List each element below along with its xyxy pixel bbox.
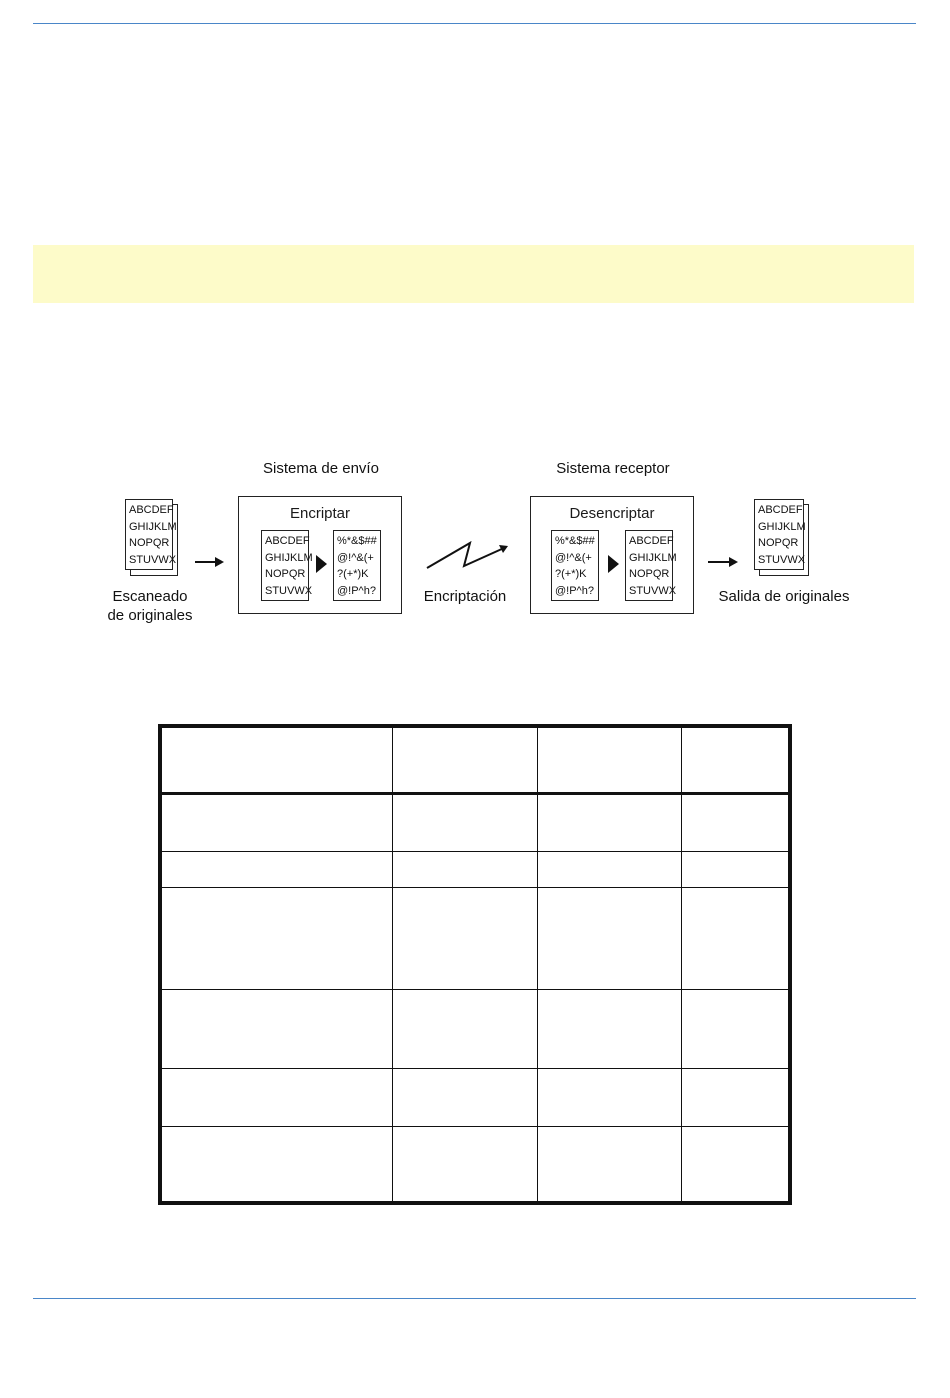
doc-line: NOPQR bbox=[265, 568, 306, 580]
scan-label-line2: de originales bbox=[107, 607, 193, 624]
table-cell bbox=[393, 888, 538, 990]
doc-line: NOPQR bbox=[758, 537, 799, 549]
doc-line: NOPQR bbox=[629, 568, 670, 580]
table-cell bbox=[538, 1127, 682, 1202]
doc-line: @!P^h? bbox=[337, 584, 376, 597]
table-cell bbox=[682, 888, 789, 990]
empty-table bbox=[158, 724, 792, 1205]
transmission-zigzag-icon bbox=[424, 536, 514, 576]
transmission-label: Encriptación bbox=[423, 588, 507, 605]
table-cell bbox=[162, 1069, 393, 1127]
cipher-document bbox=[333, 530, 381, 601]
table-cell bbox=[682, 1069, 789, 1127]
decrypt-box bbox=[530, 496, 694, 614]
table-cell bbox=[538, 888, 682, 990]
plain-document bbox=[625, 530, 677, 601]
table-row bbox=[162, 794, 789, 852]
doc-line: ?(+*)K bbox=[337, 568, 369, 580]
table-cell bbox=[393, 852, 538, 888]
doc-line: ABCDEF bbox=[629, 535, 674, 547]
doc-line: @!P^h? bbox=[555, 584, 594, 597]
doc-line: @!^&(+ bbox=[337, 551, 374, 564]
table-cell bbox=[393, 794, 538, 852]
cipher-document bbox=[551, 530, 599, 601]
table-row bbox=[162, 990, 789, 1069]
doc-line: NOPQR bbox=[129, 537, 170, 549]
scan-label-line1: Escaneado bbox=[112, 588, 188, 605]
table-cell bbox=[682, 1127, 789, 1202]
table-cell bbox=[162, 888, 393, 990]
doc-line: ?(+*)K bbox=[555, 568, 587, 580]
note-box bbox=[33, 245, 914, 303]
table-cell bbox=[538, 852, 682, 888]
output-label: Salida de originales bbox=[718, 588, 850, 605]
doc-line: STUVWX bbox=[758, 553, 806, 566]
plain-document bbox=[261, 530, 313, 601]
table-cell bbox=[538, 728, 682, 794]
doc-line: ABCDEF bbox=[129, 504, 174, 516]
table-cell bbox=[162, 728, 393, 794]
encryption-diagram bbox=[0, 450, 950, 650]
table-cell bbox=[393, 1127, 538, 1202]
doc-line: @!^&(+ bbox=[555, 551, 592, 564]
table-cell bbox=[538, 1069, 682, 1127]
table-row bbox=[162, 1127, 789, 1202]
play-triangle-icon bbox=[608, 555, 619, 573]
encrypt-box bbox=[238, 496, 402, 614]
doc-line: GHIJKLM bbox=[758, 520, 806, 533]
table-cell bbox=[538, 990, 682, 1069]
header-rule bbox=[33, 23, 916, 24]
doc-line: ABCDEF bbox=[758, 504, 803, 516]
table-cell bbox=[393, 728, 538, 794]
footer-rule bbox=[33, 1298, 916, 1299]
receive-system-label: Sistema receptor bbox=[556, 460, 670, 477]
doc-line: %*&$## bbox=[555, 535, 595, 547]
table-cell bbox=[162, 990, 393, 1069]
table-row bbox=[162, 1069, 789, 1127]
send-system-label: Sistema de envío bbox=[263, 460, 379, 477]
table-cell bbox=[538, 794, 682, 852]
table-cell bbox=[162, 794, 393, 852]
arrow-right-icon bbox=[195, 561, 222, 563]
doc-line: GHIJKLM bbox=[265, 551, 313, 564]
table-cell bbox=[393, 1069, 538, 1127]
doc-line: STUVWX bbox=[265, 584, 313, 597]
table-row bbox=[162, 888, 789, 990]
encrypt-box-title: Encriptar bbox=[289, 505, 351, 522]
doc-line: STUVWX bbox=[629, 584, 677, 597]
decrypt-box-title: Desencriptar bbox=[569, 505, 655, 522]
doc-line: %*&$## bbox=[337, 535, 377, 547]
doc-line: GHIJKLM bbox=[629, 551, 677, 564]
table-cell bbox=[682, 794, 789, 852]
doc-line: STUVWX bbox=[129, 553, 177, 566]
table-cell bbox=[393, 990, 538, 1069]
table-cell bbox=[682, 728, 789, 794]
doc-line: ABCDEF bbox=[265, 535, 310, 547]
play-triangle-icon bbox=[316, 555, 327, 573]
table-cell bbox=[162, 852, 393, 888]
output-document bbox=[754, 499, 804, 570]
arrow-right-icon bbox=[708, 561, 736, 563]
table-header-row bbox=[162, 728, 789, 794]
doc-line: GHIJKLM bbox=[129, 520, 177, 533]
table-cell bbox=[682, 990, 789, 1069]
table-cell bbox=[682, 852, 789, 888]
scan-document bbox=[125, 499, 177, 570]
table-row bbox=[162, 852, 789, 888]
table-cell bbox=[162, 1127, 393, 1202]
